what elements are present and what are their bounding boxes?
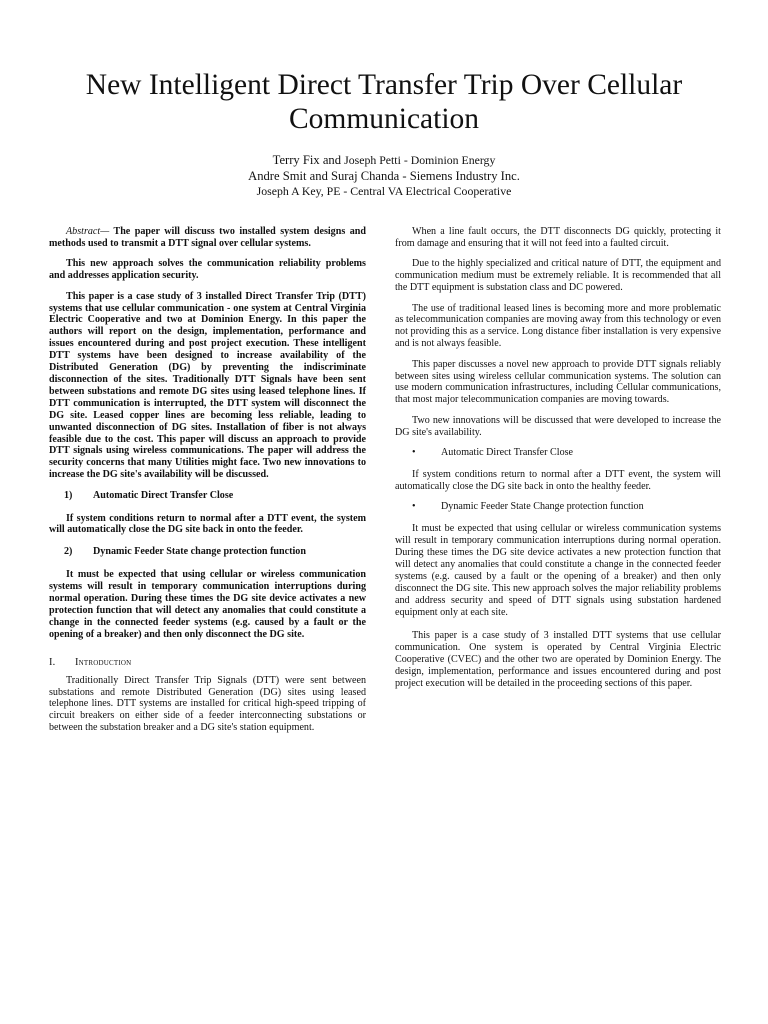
- abstract-label: Abstract—: [66, 226, 110, 237]
- section-number: I.: [49, 656, 56, 668]
- abstract-paragraph-2: This new approach solves the communication reliability problems and addresses application security.: [49, 258, 366, 282]
- author-line-1: [84, 153, 684, 169]
- abstract-item-1-body: If system conditions return to normal after a DTT event, the system will automatically close the DG site back in onto the feeder.: [49, 512, 366, 536]
- introduction-paragraph-1: Traditionally Direct Transfer Trip Signals (DTT) were sent between substations and remote Distributed Generation (DG) sites using leased telephone lines. DTT systems are installed for critical high-speed tripping of circuit breakers on either side of a feeder interconnecting substations or between the substation breaker and a DG site's station equipment.: [49, 674, 366, 734]
- author-names-1a: Terry Fix and: [272, 153, 345, 167]
- introduction-section: [49, 657, 366, 734]
- abstract-section: [49, 226, 366, 641]
- abstract-item-1-number: 1): [64, 489, 73, 501]
- abstract-item-2-heading: [49, 546, 366, 558]
- introduction-heading: [49, 657, 366, 669]
- body-paragraph-8: This paper is a case study of 3 installed DTT systems that use cellular communication. One system is operated by Central Virginia Electric Cooperative (CVEC) and the other two are operated by Dominion Energy. The design, implementation, performance and issues encountered during and post project execution will be detailed in the proceeding sections of this paper.: [395, 630, 721, 690]
- body-paragraph-6: If system conditions return to normal after a DTT event, the system will automatically close the DG site back in onto the healthy feeder.: [395, 469, 721, 492]
- bullet-item-1-text: Automatic Direct Transfer Close: [441, 447, 574, 459]
- bullet-symbol: •: [412, 447, 416, 459]
- abstract-item-2-number: 2): [64, 546, 73, 558]
- abstract-paragraph-1: [49, 226, 366, 250]
- author-names-1b: Joseph Petti - Dominion Energy: [344, 153, 496, 167]
- author-line-2: Andre Smit and Suraj Chanda - Siemens Industry Inc.: [248, 168, 520, 183]
- abstract-item-2-body: It must be expected that using cellular or wireless communication systems will result in temporary communication interruptions during normal operation. During these times the DG site device activates a new protection function that will detect any anomalies that could constitute a change in the connected feeder systems (e.g. caused by a fault or the opening of a breaker) and then only disconnect the DG site.: [49, 569, 366, 640]
- abstract-p1-text: The paper will discuss two installed system designs and methods used to transmit a DTT signal over cellular systems.: [49, 226, 366, 249]
- right-column: [395, 226, 721, 699]
- abstract-paragraph-3: This paper is a case study of 3 installed Direct Transfer Trip (DTT) systems that use cellular communication - one system at Central Virginia Electric Cooperative and two at Dominion Energy. In this paper the authors will report on the design, implementation, performance and issues encountered during and post project execution. These intelligent DTT systems have been designed to increase availability of the Distributed Generation (DG) by preventing the indiscriminate disconnection of the sites. Traditionally DTT Signals have been sent between substations and remote DG sites using leased telephone lines. If DTT communication is interrupted, the DTT system will disconnect the DG site. Leased copper lines are becoming less reliable, leading to unwanted disconnection of DG sites. Installation of fiber is not always feasible due to the cost. This paper will discuss an approach to provide DTT signals using wireless communications. The paper will address the security concerns that many Utilities might face. Two new innovations to increase the DG site's availability will be discussed.: [49, 290, 366, 481]
- body-paragraph-1: When a line fault occurs, the DTT disconnects DG quickly, protecting it from damage and ensuring that it will not feed into a faulted circuit.: [395, 226, 721, 249]
- body-paragraph-5: Two new innovations will be discussed that were developed to increase the DG site's availability.: [395, 414, 721, 438]
- author-block: [84, 153, 684, 200]
- author-line-3: Joseph A Key, PE - Central VA Electrical Cooperative: [256, 184, 512, 198]
- abstract-item-1-title: Automatic Direct Transfer Close: [93, 489, 234, 501]
- bullet-item-2-text: Dynamic Feeder State Change protection function: [441, 501, 644, 513]
- body-paragraph-7: It must be expected that using cellular or wireless communication systems will result in temporary communication interruptions during normal operation. During these times the DG site device activates a new protection function that will detect any anomalies that could constitute a change in the connected feeder systems (e.g. caused by a fault or the opening of a breaker) and then only disconnect the DG site. This new approach solves the major reliability problems and address security and speed of DTT signals using substation hardened equipment only at each site.: [395, 523, 721, 618]
- body-paragraph-3: The use of traditional leased lines is becoming more and more problematic as telecommunication companies are moving away from this technology or even not providing this as a service. Long distance fiber installation is very expensive and is not always feasible.: [395, 302, 721, 350]
- bullet-item-1: [395, 447, 721, 459]
- bullet-item-2: [395, 501, 721, 513]
- left-column: [49, 226, 366, 743]
- section-title: Introduction: [75, 656, 132, 668]
- abstract-item-2-title: Dynamic Feeder State change protection function: [93, 546, 306, 558]
- bullet-symbol: •: [412, 501, 416, 513]
- body-paragraph-2: Due to the highly specialized and critical nature of DTT, the equipment and communication medium must be extremely reliable. It is recommended that all the DTT equipment is substation class and DC powered.: [395, 258, 721, 294]
- abstract-item-1-heading: [49, 490, 366, 502]
- paper-title: New Intelligent Direct Transfer Trip Over Cellular Communication: [85, 69, 683, 135]
- body-paragraph-4: This paper discusses a novel new approach to provide DTT signals reliably between sites using wireless cellular communication systems. The solution can use modern communication infrastructures, including Cellular communications, that most major telecommunication companies are moving towards.: [395, 358, 721, 406]
